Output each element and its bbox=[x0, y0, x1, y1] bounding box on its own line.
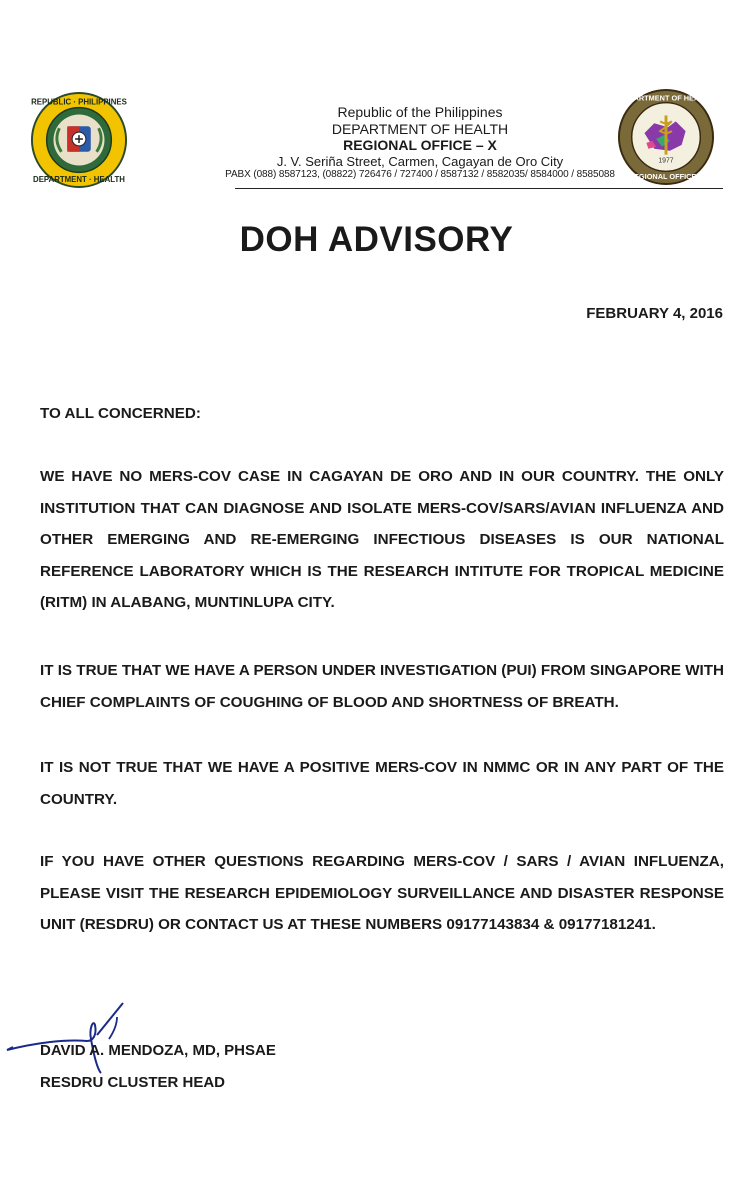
paragraph-contact: IF YOU HAVE OTHER QUESTIONS REGARDING MERS-COV / SARS / AVIAN INFLUENZA, PLEASE VISIT THE RESEARCH EPIDEMIOLOGY SURVEILLANCE AND DISASTER RESPONSE UNIT (RESDRU) OR CONTACT US AT THESE NUMBERS 09177143834 & 09177181241. bbox=[40, 853, 724, 933]
svg-text:REGIONAL OFFICE X: REGIONAL OFFICE X bbox=[628, 172, 704, 182]
doh-seal-left-icon bbox=[30, 91, 128, 189]
paragraph-not-true: IT IS NOT TRUE THAT WE HAVE A POSITIVE MERS-COV IN NMMC OR IN ANY PART OF THE COUNTRY. bbox=[40, 759, 724, 808]
paragraph-no-mers-case: WE HAVE NO MERS-COV CASE IN CAGAYAN DE ORO AND IN OUR COUNTRY. THE ONLY INSTITUTION THAT CAN DIAGNOSE AND ISOLATE MERS-COV/SARS/AVIAN INFLUENZA AND OTHER EMERGING AND RE-EMERGING INFECTIOUS DISEASES IS OUR NATIONAL REFERENCE LABORATORY WHICH IS THE RESEARCH INTITUTE FOR TROPICAL MEDICINE (RITM) IN ALABANG, MUNTINLUPA CITY. bbox=[40, 468, 724, 611]
svg-text:1977: 1977 bbox=[658, 157, 674, 165]
salutation: TO ALL CONCERNED: bbox=[40, 405, 201, 422]
advisory-title: DOH ADVISORY bbox=[239, 220, 514, 259]
svg-text:REPUBLIC · PHILIPPINES: REPUBLIC · PHILIPPINES bbox=[31, 97, 127, 107]
letterhead-regional-office: REGIONAL OFFICE – X bbox=[343, 137, 497, 154]
paragraph-pui: IT IS TRUE THAT WE HAVE A PERSON UNDER INVESTIGATION (PUI) FROM SINGAPORE WITH CHIEF COMPLAINTS OF COUGHING OF BLOOD AND SHORTNESS OF BREATH. bbox=[40, 662, 725, 711]
letterhead-department: DEPARTMENT OF HEALTH bbox=[331, 120, 509, 137]
svg-text:DEPARTMENT · HEALTH: DEPARTMENT · HEALTH bbox=[33, 175, 125, 185]
svg-text:DEPARTMENT OF HEALTH: DEPARTMENT OF HEALTH bbox=[619, 93, 713, 103]
signatory-title: RESDRU CLUSTER HEAD bbox=[40, 1074, 226, 1091]
signatory-name: DAVID A. MENDOZA, MD, PHSAE bbox=[40, 1042, 276, 1059]
doh-regional-seal-right-icon bbox=[617, 88, 715, 186]
letterhead-republic: Republic of the Philippines bbox=[337, 104, 503, 120]
letterhead-address: J. V. Seriña Street, Carmen, Cagayan de Oro City bbox=[276, 153, 564, 169]
letterhead-phone-numbers: PABX (088) 8587123, (08822) 726476 / 727400 / 8587132 / 8582035/ 8584000 / 8585088 bbox=[225, 168, 615, 180]
advisory-date: FEBRUARY 4, 2016 bbox=[586, 305, 723, 322]
letterhead bbox=[150, 104, 620, 181]
header-divider bbox=[235, 188, 723, 189]
